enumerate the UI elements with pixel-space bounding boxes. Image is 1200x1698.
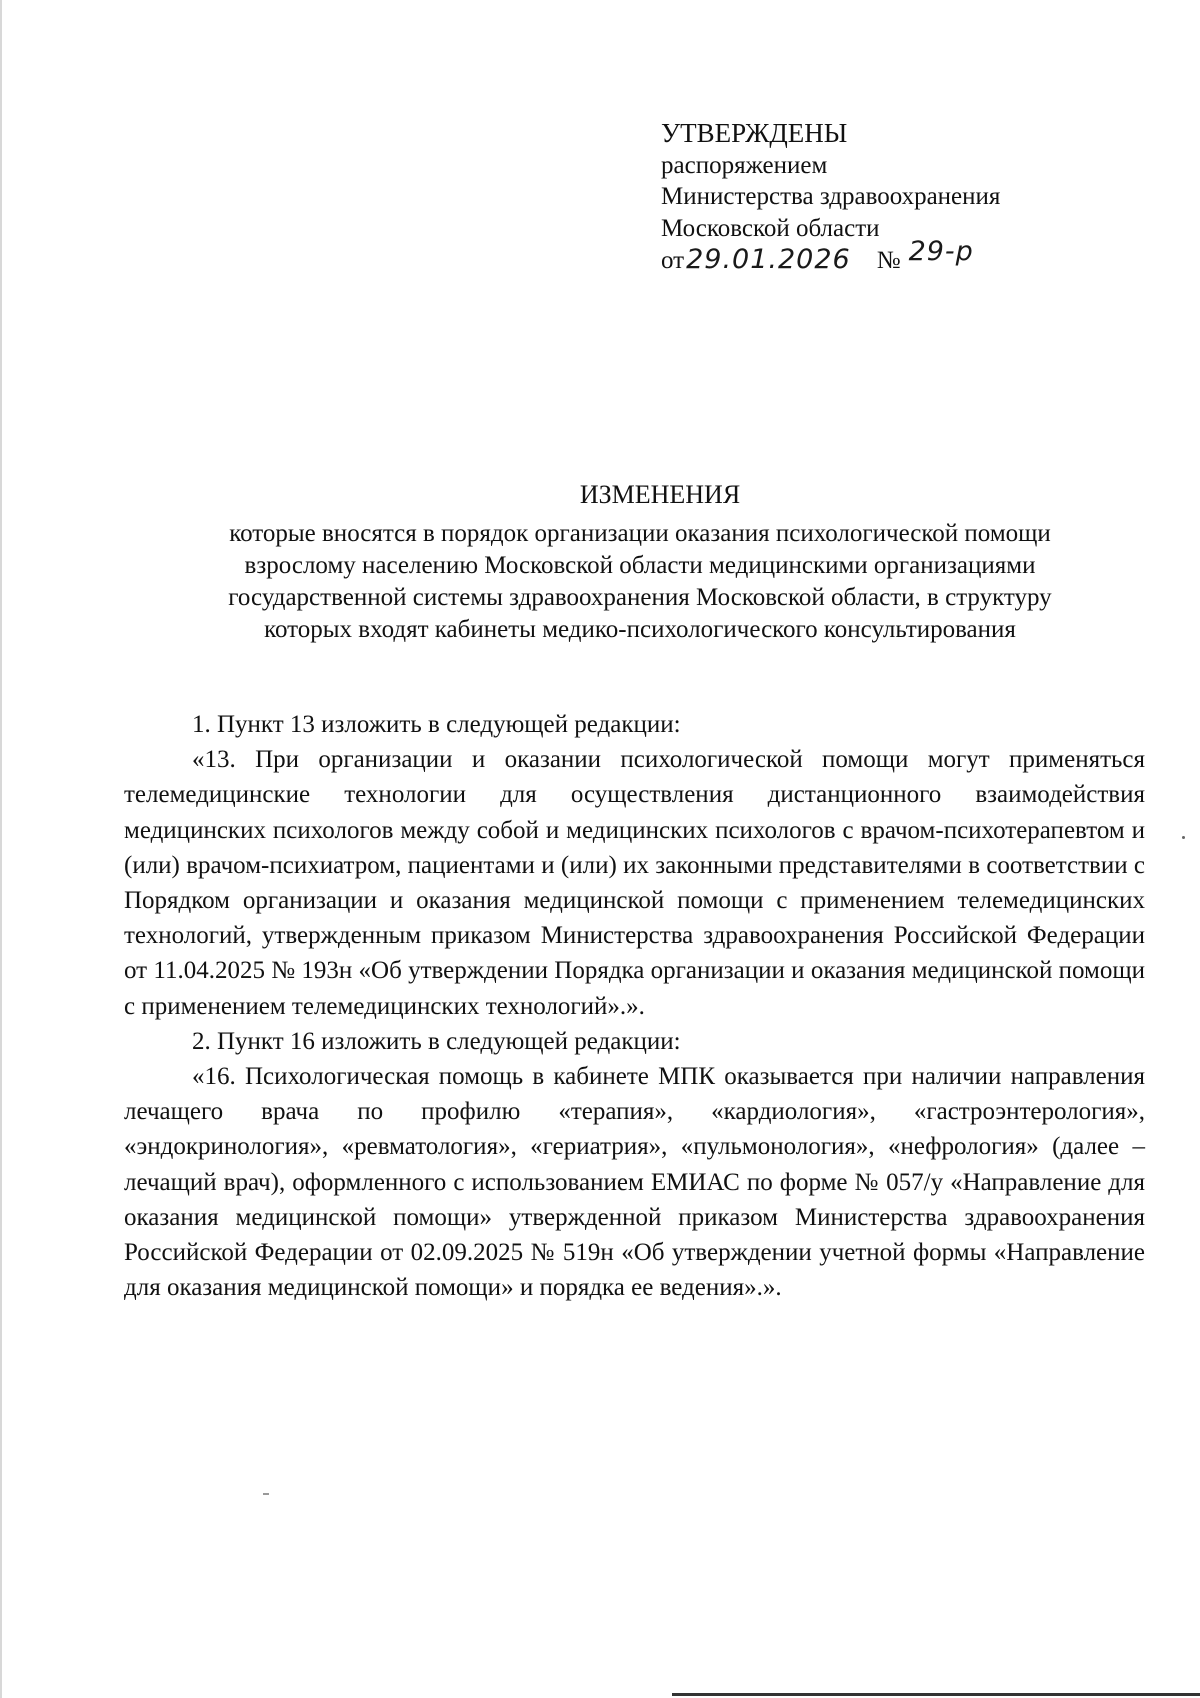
subtitle-line: взрослому населению Московской области медицинскими организациями — [244, 552, 1036, 579]
approval-line-ministry: Министерства здравоохранения — [661, 183, 1001, 210]
approval-line-order: распоряжением — [661, 151, 828, 179]
document-title-block — [120, 478, 1160, 646]
item-16-text: «16. Психологическая помощь в кабинете МПК оказывается при наличии направления лечащего врача по профилю «терапия», «кардиология», «гастроэнтерология», «эндокринология», «ревматология», «гериатрия», «пульмонология», «нефрология» (далее – лечащий врач), оформленного с использованием ЕМИАС по форме № 057/у «Направление для оказания медицинской помощи» утвержденной приказом Министерства здравоохранения Российской Федерации от 02.09.2025 № 519н «Об утверждении учетной формы «Направление для оказания медицинской помощи» и порядка ее ведения».». — [124, 1063, 1145, 1302]
approval-heading: УТВЕРЖДЕНЫ — [661, 118, 848, 148]
scan-bottom-edge — [672, 1693, 1200, 1696]
scan-mark — [263, 1493, 269, 1495]
document-subtitle — [120, 518, 1160, 646]
handwritten-date: 29.01.2026 — [686, 244, 851, 275]
number-sign: № — [876, 247, 901, 274]
approval-stamp-block — [661, 118, 1121, 277]
document-title: ИЗМЕНЕНИЯ — [579, 480, 741, 509]
scan-left-edge — [0, 0, 2, 1698]
document-body — [124, 707, 1145, 1305]
item-13-text: «13. При организации и оказании психологической помощи могут применяться телемедицинские технологии для осуществления дистанционного взаимодействия медицинских психологов между собой и медицинских психологов с врачом-психотерапевтом и (или) врачом-психиатром, пациентами и (или) их законными представителями в соответствии с Порядком организации и оказания медицинской помощи с применением телемедицинских технологий, утвержденным приказом Министерства здравоохранения Российской Федерации от 11.04.2025 № 193н «Об утверждении Порядка организации и оказания медицинской помощи с применением телемедицинских технологий».». — [124, 746, 1145, 1020]
item-2-heading: 2. Пункт 16 изложить в следующей редакции: — [192, 1027, 681, 1055]
approval-date-line — [661, 236, 1121, 277]
scan-speck — [1182, 836, 1185, 839]
subtitle-line: государственной системы здравоохранения Московской области, в структуру — [228, 584, 1052, 611]
item-1-heading: 1. Пункт 13 изложить в следующей редакции: — [192, 711, 681, 738]
approval-line-region: Московской области — [661, 214, 880, 242]
handwritten-number: 29-р — [908, 236, 974, 267]
date-prefix: от — [661, 247, 685, 274]
subtitle-line: которые вносятся в порядок организации оказания психологической помощи — [229, 520, 1051, 547]
subtitle-line: которых входят кабинеты медико-психологического консультирования — [264, 616, 1016, 643]
